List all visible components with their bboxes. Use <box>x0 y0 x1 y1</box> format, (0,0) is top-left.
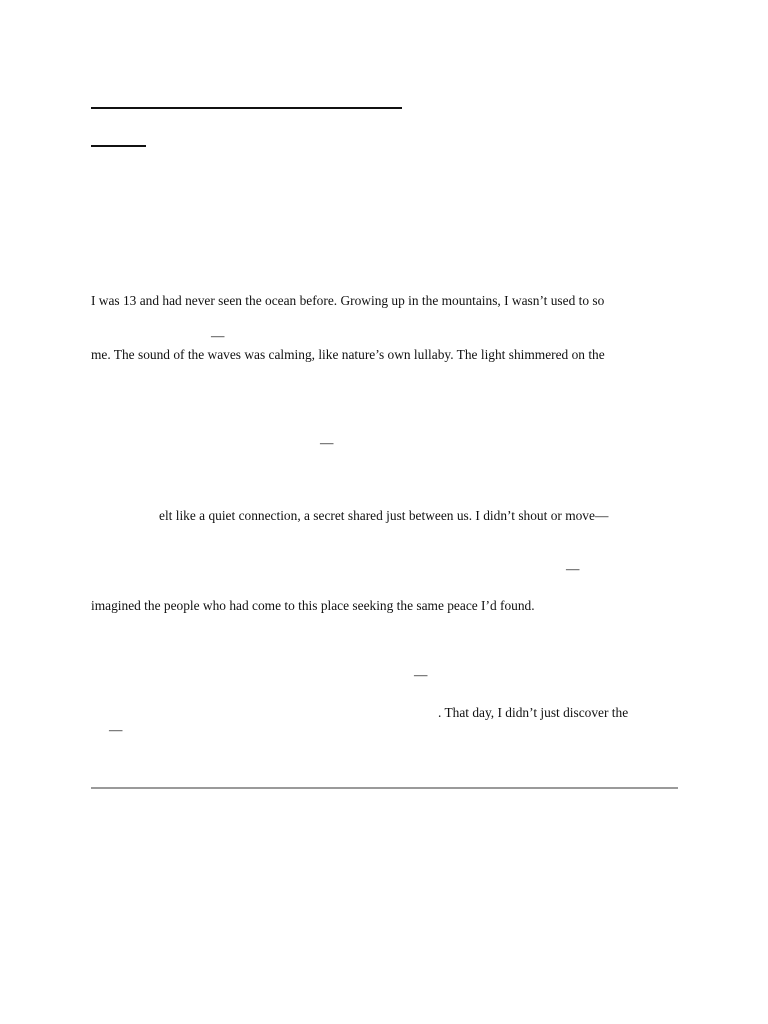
paragraph-line-5: . That day, I didn’t just discover the <box>438 705 629 720</box>
paragraph-line-1: I was 13 and had never seen the ocean before. Growing up in the mountains, I wasn’t used to so <box>91 293 605 308</box>
em-dash-2: — <box>320 435 334 450</box>
subtitle-underline <box>91 145 146 147</box>
paragraph-line-4: imagined the people who had come to this place seeking the same peace I’d found. <box>91 598 535 613</box>
title-underline <box>91 107 402 109</box>
em-dash-3: — <box>566 561 580 576</box>
em-dash-1: — <box>211 328 225 343</box>
em-dash-5: — <box>109 722 123 737</box>
paragraph-line-2: me. The sound of the waves was calming, like nature’s own lullaby. The light shimmered on the <box>91 347 605 362</box>
em-dash-4: — <box>414 667 428 682</box>
paragraph-line-3: elt like a quiet connection, a secret shared just between us. I didn’t shout or move— <box>159 508 609 523</box>
footer-divider <box>91 787 678 789</box>
